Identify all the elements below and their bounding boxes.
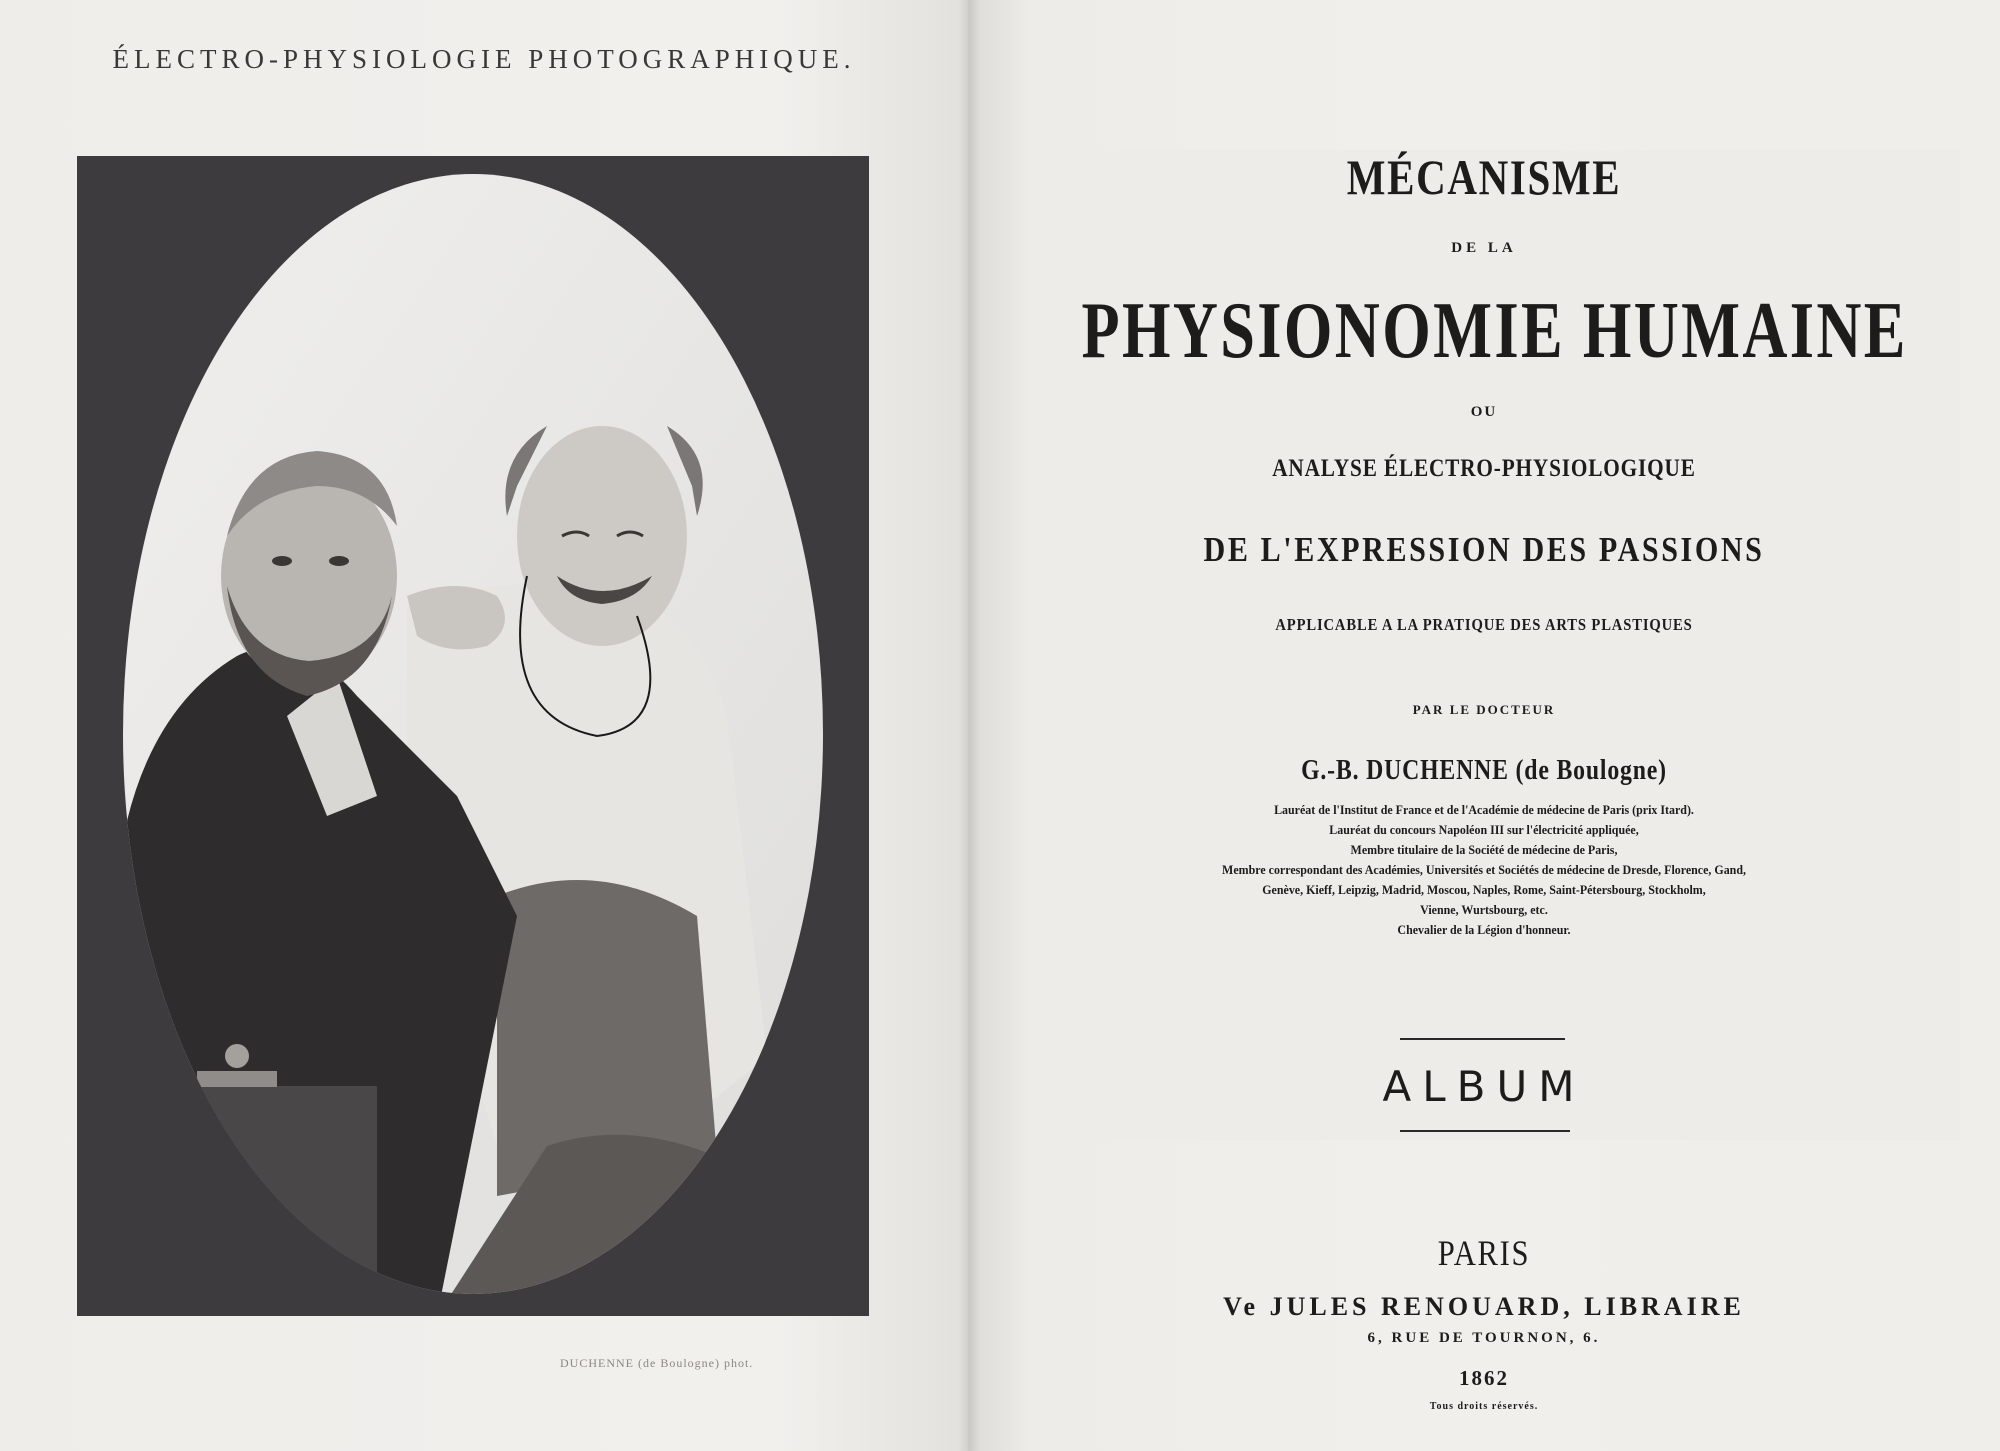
plate-caption: DUCHENNE (de Boulogne) phot. xyxy=(560,1356,754,1370)
byline: PAR LE DOCTEUR xyxy=(1412,702,1556,717)
imprint-publisher: Ve JULES RENOUARD, LIBRAIRE xyxy=(1223,1292,1745,1321)
imprint-city: PARIS xyxy=(1437,1233,1531,1273)
author-name: G.-B. DUCHENNE (de Boulogne) xyxy=(1301,754,1667,786)
imprint-year: 1862 xyxy=(1459,1366,1509,1390)
credential-line: Genève, Kieff, Leipzig, Madrid, Moscou, Naples, Rome, Saint-Pétersbourg, Stockholm, xyxy=(1262,882,1706,897)
duchenne-photograph xyxy=(77,156,869,1316)
title-analyse: ANALYSE ÉLECTRO-PHYSIOLOGIQUE xyxy=(1272,455,1696,482)
title-de-la: DE LA xyxy=(1451,240,1517,256)
divider-top xyxy=(1400,1038,1565,1040)
credential-line: Membre correspondant des Académies, Universités et Sociétés de médecine de Dresde, Florence, Gand, xyxy=(1222,862,1746,877)
running-head: ÉLECTRO-PHYSIOLOGIE PHOTOGRAPHIQUE. xyxy=(112,44,856,74)
title-physionomie-humaine: PHYSIONOMIE HUMAINE xyxy=(1081,287,1908,375)
title-applicable: APPLICABLE A LA PRATIQUE DES ARTS PLASTIQUES xyxy=(1275,615,1693,634)
credential-line: Lauréat de l'Institut de France et de l'Académie de médecine de Paris (prix Itard). xyxy=(1274,802,1694,817)
album-heading: ALBUM xyxy=(1382,1062,1586,1111)
title-mecanisme: MÉCANISME xyxy=(1346,149,1622,205)
book-gutter xyxy=(958,0,980,1451)
photographic-plate xyxy=(77,156,869,1316)
divider-bottom xyxy=(1400,1130,1570,1132)
imprint-address: 6, RUE DE TOURNON, 6. xyxy=(1367,1330,1601,1346)
rights-notice: Tous droits réservés. xyxy=(1429,1401,1539,1412)
title-ou: OU xyxy=(1470,404,1498,420)
credential-line: Chevalier de la Légion d'honneur. xyxy=(1397,922,1571,937)
credential-line: Membre titulaire de la Société de médecine de Paris, xyxy=(1350,842,1618,857)
credential-line: Lauréat du concours Napoléon III sur l'électricité appliquée, xyxy=(1329,822,1639,837)
author-credentials xyxy=(968,800,2000,940)
credential-line: Vienne, Wurtsbourg, etc. xyxy=(1420,902,1548,917)
title-expression-passions: DE L'EXPRESSION DES PASSIONS xyxy=(1203,530,1765,569)
